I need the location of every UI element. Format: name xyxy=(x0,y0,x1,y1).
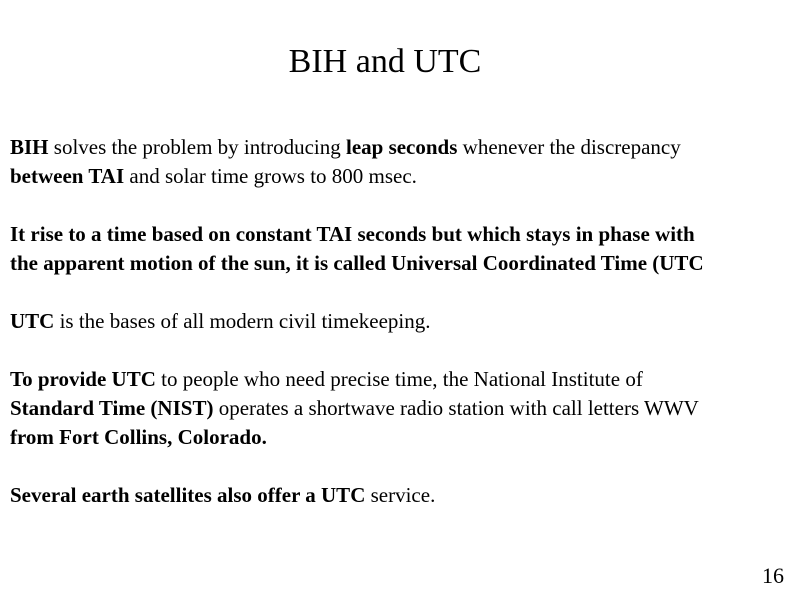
text-regular: service. xyxy=(365,483,436,507)
text-bold: between TAI xyxy=(10,164,125,188)
paragraph-nist-wwv xyxy=(10,365,794,452)
page-number: 16 xyxy=(762,563,784,588)
paragraph-satellites xyxy=(10,481,794,510)
text-line xyxy=(10,394,794,423)
text-line xyxy=(10,162,794,191)
text-bold: Standard Time (NIST) xyxy=(10,396,214,420)
text-bold: leap seconds xyxy=(345,135,458,159)
text-regular: operates a shortwave radio station with call letters WWV xyxy=(213,396,699,420)
paragraph-utc-definition xyxy=(10,220,794,278)
text-bold: Several earth satellites also offer a UTC xyxy=(10,483,366,507)
text-line xyxy=(10,133,794,162)
text-regular: and solar time grows to 800 msec. xyxy=(124,164,417,188)
text-bold: UTC xyxy=(10,309,55,333)
text-regular: is the bases of all modern civil timekeeping. xyxy=(54,309,431,333)
slide-title: BIH and UTC xyxy=(288,43,482,80)
paragraph-civil-timekeeping xyxy=(10,307,794,336)
slide-body xyxy=(10,133,794,510)
text-line xyxy=(10,307,794,336)
text-line xyxy=(10,481,794,510)
text-regular: to people who need precise time, the National Institute of xyxy=(155,367,643,391)
text-bold: To provide UTC xyxy=(10,367,156,391)
paragraph-leap-seconds xyxy=(10,133,794,191)
text-line xyxy=(10,365,794,394)
text-line: the apparent motion of the sun, it is called Universal Coordinated Time (UTC xyxy=(10,251,704,275)
text-bold: BIH xyxy=(10,135,49,159)
text-regular: whenever the discrepancy xyxy=(457,135,681,159)
text-regular: solves the problem by introducing xyxy=(48,135,346,159)
text-line: from Fort Collins, Colorado. xyxy=(10,425,267,449)
text-line: It rise to a time based on constant TAI seconds but which stays in phase with xyxy=(10,222,695,246)
